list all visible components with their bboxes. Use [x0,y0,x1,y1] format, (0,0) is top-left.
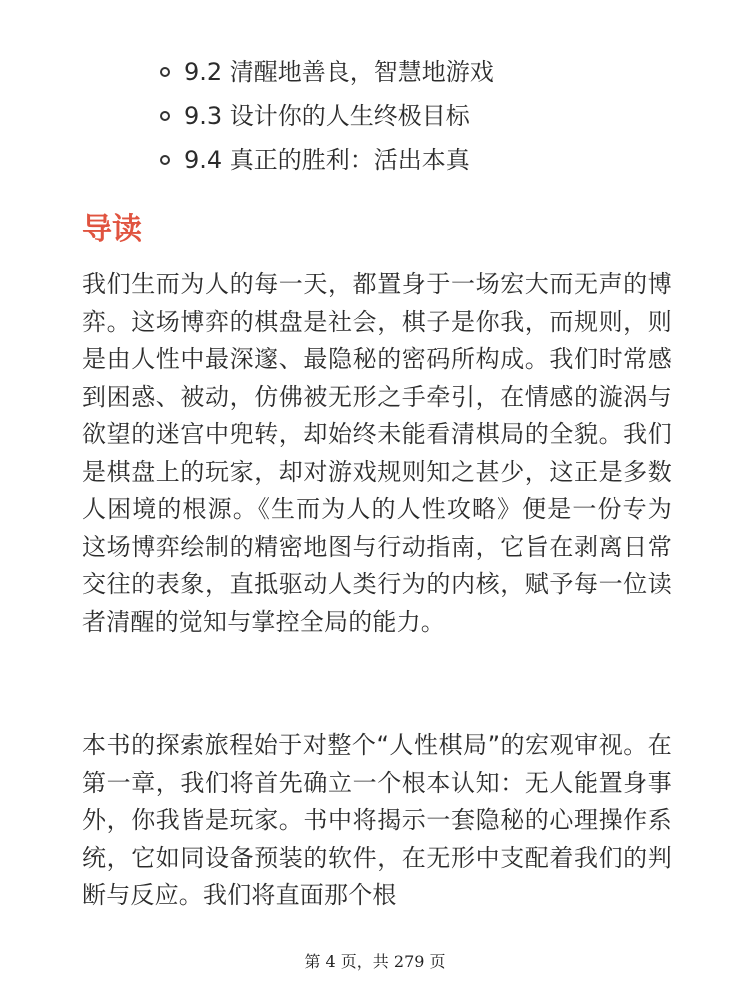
circle-bullet-icon [160,67,170,77]
toc-item-label: 9.3 设计你的人生终极目标 [184,102,470,130]
body-paragraph: 我们生而为人的每一天，都置身于一场宏大而无声的博弈。这场博弈的棋盘是社会，棋子是你我，而规则，则是由人性中最深邃、最隐秘的密码所构成。我们时常感到困惑、被动，仿佛被无形之手牵引，在情感的漩涡与欲望的迷宫中兜转，却始终未能看清棋局的全貌。我们是棋盘上的玩家，却对游戏规则知之甚少，这正是多数人困境的根源。《生而为人的人性攻略》便是一份专为这场博弈绘制的精密地图与行动指南，它旨在剥离日常交往的表象，直抵驱动人类行为的内核，赋予每一位读者清醒的觉知与掌控全局的能力。 [82,270,672,636]
toc-item-9-2[interactable] [160,50,494,94]
circle-bullet-icon [160,111,170,121]
section-title: 导读 [82,212,142,247]
page-number-footer: 第 4 页，共 279 页 [304,952,446,971]
toc-item-label: 9.4 真正的胜利：活出本真 [184,146,470,174]
toc-item-9-3[interactable] [160,94,494,138]
toc-item-label: 9.2 清醒地善良，智慧地游戏 [184,58,494,86]
body-paragraph: 本书的探索旅程始于对整个“人性棋局”的宏观审视。在第一章，我们将首先确立一个根本认知：无人能置身事外，你我皆是玩家。书中将揭示一套隐秘的心理操作系统，它如同设备预装的软件，在无形中支配着我们的判断与反应。我们将直面那个根 [82,731,672,909]
toc-item-9-4[interactable] [160,138,494,182]
circle-bullet-icon [160,155,170,165]
toc-list [160,50,494,182]
